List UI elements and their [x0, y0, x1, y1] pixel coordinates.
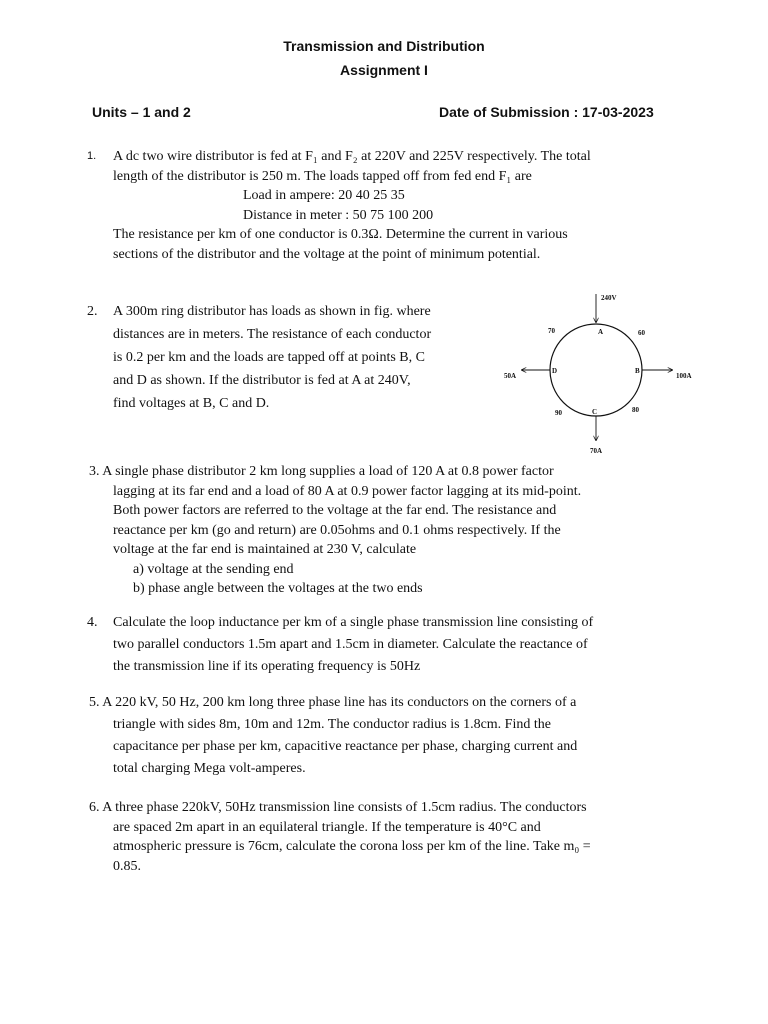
supply-voltage-label: 240V — [601, 294, 617, 302]
question-line: voltage at the far end is maintained at 230 V, calculate — [113, 542, 417, 557]
question-4 — [87, 612, 677, 678]
question-line: the transmission line if its operating frequency is 50Hz — [113, 659, 421, 674]
question-line: 3. A single phase distributor 2 km long supplies a load of 120 A at 0.8 power factor — [89, 464, 554, 479]
question-line: reactance per km (go and return) are 0.05ohms and 0.1 ohms respectively. If the — [113, 522, 561, 538]
question-1 — [87, 147, 677, 264]
units-label: Units – 1 and 2 — [92, 104, 191, 120]
load-b-label: 100A — [676, 372, 692, 380]
node-d-label: D — [552, 367, 558, 375]
question-line: 5. A 220 kV, 50 Hz, 200 km long three phase line has its conductors on the corners of a — [89, 695, 577, 710]
question-line: total charging Mega volt-amperes. — [113, 761, 306, 776]
question-line: find voltages at B, C and D. — [113, 396, 270, 411]
distance-ab-label: 60 — [638, 329, 645, 337]
question-line: two parallel conductors 1.5m apart and 1.5cm in diameter. Calculate the reactance of — [113, 637, 588, 652]
load-c-label: 70A — [590, 447, 603, 455]
question-line: length of the distributor is 250 m. The loads tapped off from fed end F₁ are — [113, 168, 532, 184]
question-number: 2. — [87, 304, 98, 319]
question-5 — [89, 692, 677, 780]
distance-values: Distance in meter : 50 75 100 200 — [243, 207, 434, 223]
node-c-label: C — [592, 408, 598, 416]
question-2 — [87, 300, 489, 415]
question-line: Both power factors are referred to the voltage at the far end. The resistance and — [113, 503, 557, 518]
question-line: lagging at its far end and a load of 80 A at 0.9 power factor lagging at its mid-point. — [113, 483, 582, 499]
question-number: 1. — [87, 150, 97, 162]
document-title: Transmission and Distribution — [283, 38, 485, 54]
question-line: The resistance per km of one conductor is 0.3Ω. Determine the current in various — [113, 227, 568, 242]
question-line: 6. A three phase 220kV, 50Hz transmission line consists of 1.5cm radius. The conductors — [89, 800, 587, 815]
question-3 — [89, 462, 677, 599]
load-values: Load in ampere: 20 40 25 35 — [243, 188, 405, 203]
sub-question-a: a) voltage at the sending end — [133, 561, 294, 577]
question-line: A 300m ring distributor has loads as shown in fig. where — [113, 304, 431, 319]
load-d-label: 50A — [504, 372, 517, 380]
distance-cd-label: 90 — [555, 409, 562, 417]
question-line: atmospheric pressure is 76cm, calculate the corona loss per km of the line. Take m₀ = — [113, 839, 591, 854]
question-line: triangle with sides 8m, 10m and 12m. The conductor radius is 1.8cm. Find the — [113, 717, 551, 732]
sub-question-b: b) phase angle between the voltages at the two ends — [133, 581, 423, 596]
question-number: 4. — [87, 615, 98, 630]
distance-bc-label: 80 — [632, 406, 639, 414]
assignment-label: Assignment I — [340, 62, 428, 78]
node-a-label: A — [598, 328, 604, 336]
question-line: A dc two wire distributor is fed at F₁ and F₂ at 220V and 225V respectively. The total — [113, 149, 591, 164]
question-line: is 0.2 per km and the loads are tapped off at points B, C — [113, 350, 425, 365]
distance-da-label: 70 — [548, 327, 555, 335]
node-b-label: B — [635, 367, 640, 375]
question-line: 0.85. — [113, 858, 141, 874]
question-line: capacitance per phase per km, capacitive reactance per phase, charging current and — [113, 739, 578, 754]
question-line: are spaced 2m apart in an equilateral triangle. If the temperature is 40°C and — [113, 819, 541, 835]
question-line: sections of the distributor and the voltage at the point of minimum potential. — [113, 246, 541, 262]
question-line: distances are in meters. The resistance of each conductor — [113, 327, 432, 342]
question-6 — [89, 798, 677, 876]
question-line: Calculate the loop inductance per km of a single phase transmission line consisting of — [113, 615, 594, 630]
ring-distributor-diagram — [500, 290, 700, 460]
ring-conductor — [550, 324, 642, 416]
submission-date: Date of Submission : 17-03-2023 — [439, 104, 654, 120]
question-line: and D as shown. If the distributor is fed at A at 240V, — [113, 373, 411, 388]
